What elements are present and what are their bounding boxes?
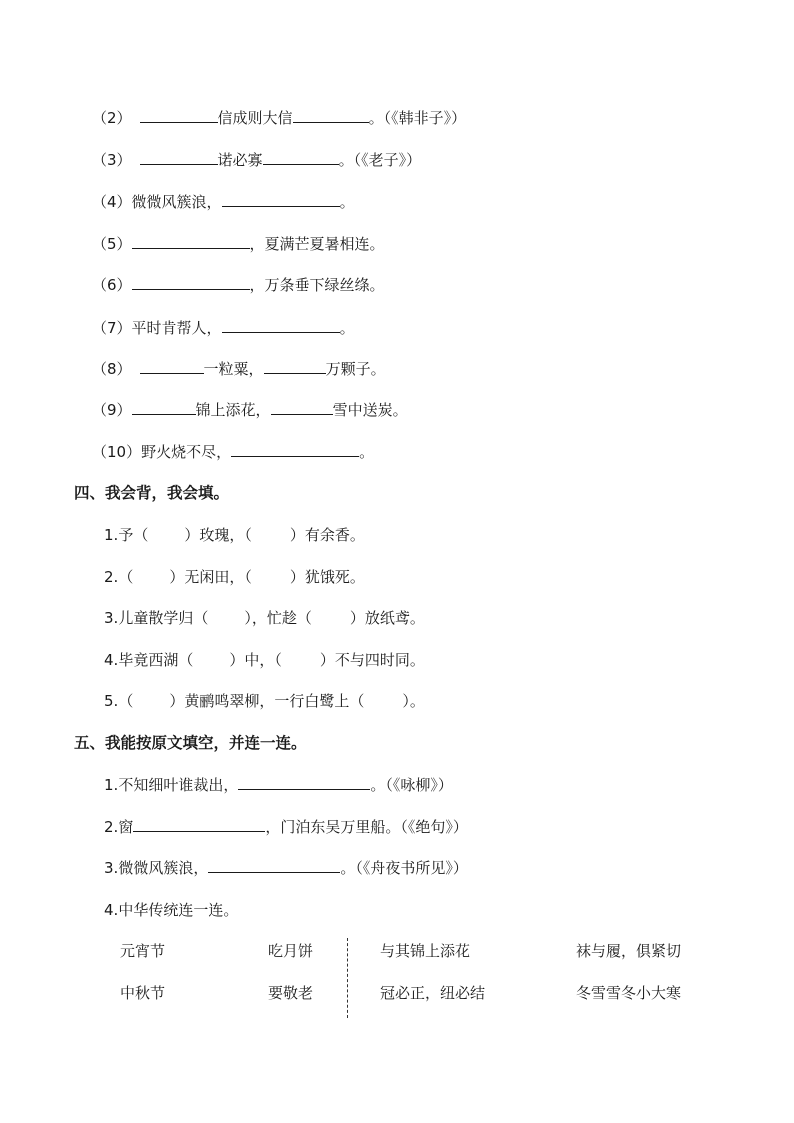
answer-blank[interactable] (140, 150, 218, 165)
verse-item-2: 2.窗 ，门泊东吴万里船。（《绝句》） (104, 818, 468, 836)
recite-item-2: 2.（ ）无闲田，（ ）犹饿死。 (104, 568, 365, 586)
recite-item-5: 5.（ ）黄鹂鸣翠柳，一行白鹭上（ ）。 (104, 692, 425, 710)
answer-blank[interactable] (140, 108, 218, 123)
fill-item-2: （2） 信成则大信 。（《韩非子》） (92, 109, 467, 127)
item-number: （9） (92, 401, 132, 419)
item-number: （8） (92, 360, 132, 378)
answer-blank[interactable] (293, 108, 369, 123)
answer-blank[interactable] (208, 858, 340, 873)
match-saying-1[interactable]: 与其锦上添花 (380, 942, 471, 960)
answer-blank[interactable] (271, 400, 333, 415)
answer-blank[interactable] (222, 192, 340, 207)
fill-item-10: （10）野火烧不尽， 。 (92, 443, 375, 461)
item-number: （7） (92, 319, 132, 337)
fill-item-8: （8） 一粒粟， 万颗子。 (92, 360, 386, 378)
answer-blank[interactable] (231, 442, 359, 457)
item-number: （2） (92, 109, 132, 127)
dashed-divider (347, 938, 348, 1018)
answer-blank[interactable] (132, 400, 196, 415)
answer-blank[interactable] (264, 359, 326, 374)
item-number: （5） (92, 235, 132, 253)
recite-item-1: 1.予（ ）玫瑰，（ ）有余香。 (104, 526, 365, 544)
answer-blank[interactable] (132, 275, 250, 290)
answer-blank[interactable] (263, 150, 339, 165)
verse-item-1: 1.不知细叶谁裁出， 。（《咏柳》） (104, 776, 453, 794)
fill-item-4: （4）微微风簇浪， 。 (92, 193, 355, 211)
fill-item-7: （7）平时肯帮人， 。 (92, 319, 355, 337)
recite-item-3: 3.儿童散学归（ ），忙趁（ ）放纸鸢。 (104, 609, 425, 627)
item-number: （6） (92, 276, 132, 294)
match-custom-1[interactable]: 吃月饼 (268, 942, 314, 960)
recite-item-4: 4.毕竟西湖（ ）中，（ ）不与四时同。 (104, 651, 425, 669)
answer-blank[interactable] (140, 359, 204, 374)
item-number: （10） (92, 443, 142, 461)
answer-blank[interactable] (222, 318, 340, 333)
fill-item-9: （9） 锦上添花， 雪中送炭。 (92, 401, 408, 419)
match-custom-2[interactable]: 要敬老 (268, 984, 314, 1002)
match-pair-2[interactable]: 冬雪雪冬小大寒 (576, 984, 682, 1002)
item-number: （3） (92, 151, 132, 169)
match-festival-1[interactable]: 元宵节 (120, 942, 166, 960)
answer-blank[interactable] (133, 817, 265, 832)
match-festival-2[interactable]: 中秋节 (120, 984, 166, 1002)
answer-blank[interactable] (238, 775, 370, 790)
verse-item-3: 3.微微风簇浪， 。（《舟夜书所见》） (104, 859, 468, 877)
section-4-heading: 四、我会背，我会填。 (74, 484, 230, 502)
item-number: （4） (92, 193, 132, 211)
fill-item-5: （5） ，夏满芒夏暑相连。 (92, 235, 385, 253)
fill-item-3: （3） 诺必寡 。（《老子》） (92, 151, 422, 169)
answer-blank[interactable] (132, 234, 250, 249)
verse-item-4: 4.中华传统连一连。 (104, 901, 239, 919)
match-pair-1[interactable]: 袜与履，俱紧切 (576, 942, 682, 960)
section-5-heading: 五、我能按原文填空，并连一连。 (74, 734, 307, 752)
match-saying-2[interactable]: 冠必正，纽必结 (380, 984, 486, 1002)
fill-item-6: （6） ，万条垂下绿丝绦。 (92, 276, 385, 294)
